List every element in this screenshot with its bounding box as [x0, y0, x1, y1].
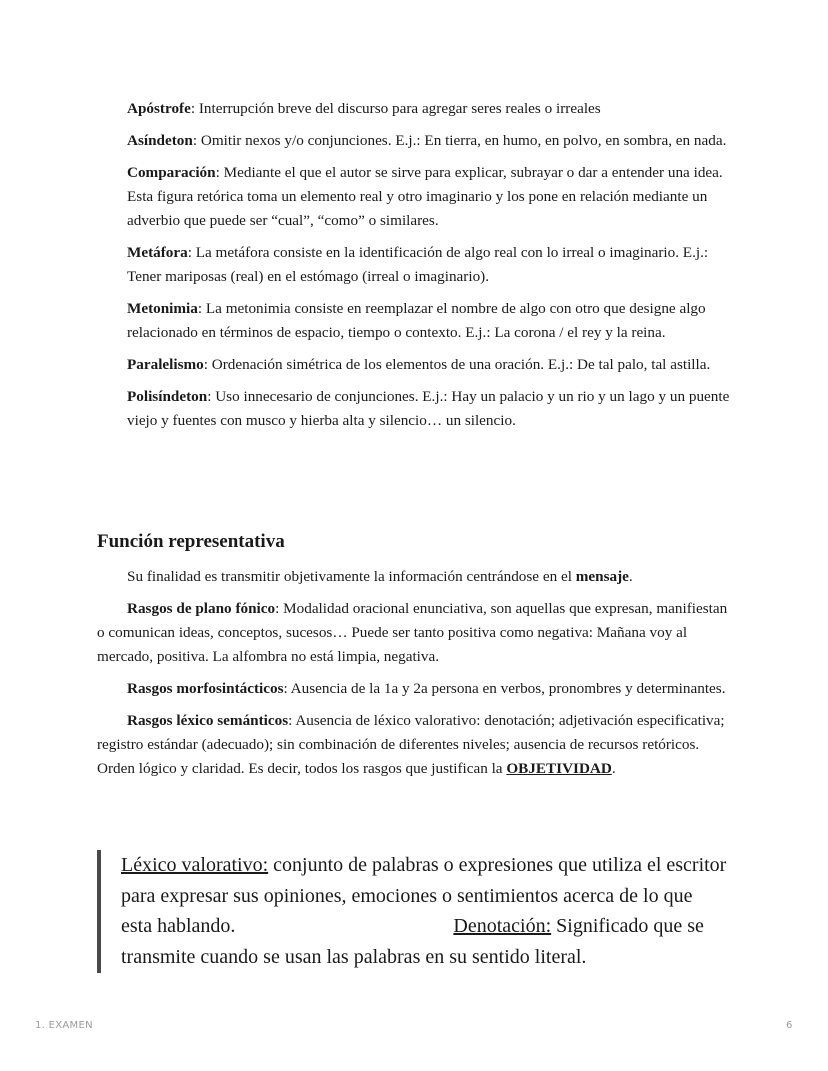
- rasgo-term: Rasgos morfosintácticos: [127, 680, 284, 697]
- denotacion-term: Denotación:: [453, 915, 552, 937]
- figure-term: Metáfora: [127, 244, 188, 261]
- blockquote-text: [121, 850, 727, 972]
- objetividad-keyword: OBJETIVIDAD: [506, 760, 612, 777]
- rasgo-text: : Modalidad oracional enunciativa, son aquellas que expresan, manifiestan o comunican ideas, conceptos, sucesos… Puede ser tanto positiva como negativa: Mañana voy al mercado, positiva. La alfombra no está limpia, negativa.: [97, 600, 728, 665]
- figure-term: Polisíndeton: [127, 388, 208, 405]
- figure-text: : Mediante el que el autor se sirve para explicar, subrayar o dar a entender una idea. Esta figura retórica toma un elemento real y otro imaginario y los pone en relación mediante un adverbio que puede ser “cual”, “como” o similares.: [127, 164, 723, 229]
- section-intro: [97, 565, 737, 589]
- figure-text: : Interrupción breve del discurso para agregar seres reales o irreales: [190, 100, 601, 117]
- figure-text: : Omitir nexos y/o conjunciones. E.j.: En tierra, en humo, en polvo, en sombra, en nada.: [192, 132, 727, 149]
- denotacion-text: Significado que se transmite cuando se usan las palabras en su sentido literal.: [121, 915, 704, 968]
- rasgo-paragraph: [97, 709, 737, 781]
- figure-text: : Uso innecesario de conjunciones. E.j.: Hay un palacio y un rio y un lago y un puente viejo y fuentes con musco y hierba alta y silencio… un silencio.: [127, 388, 730, 429]
- footer-section-label: 1. EXAMEN: [35, 1020, 93, 1031]
- figure-text: : Ordenación simétrica de los elementos de una oración. E.j.: De tal palo, tal astilla.: [203, 356, 711, 373]
- figure-definition: [127, 161, 737, 233]
- figure-definition: [127, 97, 737, 121]
- intro-end: .: [628, 568, 633, 585]
- figure-definition: [127, 385, 737, 433]
- figure-definition: [127, 241, 737, 289]
- intro-text: Su finalidad es transmitir objetivamente la información centrándose en el: [127, 568, 576, 585]
- page-number: 6: [786, 1020, 793, 1031]
- figure-term: Comparación: [127, 164, 216, 181]
- definitions-blockquote: [97, 850, 727, 973]
- figure-term: Paralelismo: [127, 356, 204, 373]
- rasgo-paragraph: [97, 597, 737, 669]
- figure-definition: [127, 129, 737, 153]
- lexico-valorativo-term: Léxico valorativo:: [121, 854, 269, 876]
- rasgo-term: Rasgos de plano fónico: [127, 600, 276, 617]
- figure-definition: [127, 353, 737, 377]
- section-body: [97, 565, 737, 789]
- figure-text: : La metáfora consiste en la identificación de algo real con lo irreal o imaginario. E.j.: Tener mariposas (real) en el estómago (irreal o imaginario).: [127, 244, 709, 285]
- rasgo-term: Rasgos léxico semánticos: [127, 712, 289, 729]
- figure-term: Asíndeton: [127, 132, 193, 149]
- figure-definition: [127, 297, 737, 345]
- rasgo-paragraph: [97, 677, 737, 701]
- objetividad-end: .: [611, 760, 616, 777]
- rasgo-text: : Ausencia de la 1a y 2a persona en verbos, pronombres y determinantes.: [283, 680, 726, 697]
- figure-text: : La metonimia consiste en reemplazar el nombre de algo con otro que designe algo relacionado en términos de espacio, tiempo o contexto. E.j.: La corona / el rey y la reina.: [127, 300, 706, 341]
- rasgo-text: : Ausencia de léxico valorativo: denotación; adjetivación especificativa; registro estándar (adecuado); sin combinación de diferentes niveles; ausencia de recursos retóricos. Orden lógico y claridad. Es decir, todos los rasgos que justifican la: [97, 712, 725, 777]
- intro-bold: mensaje: [575, 568, 629, 585]
- section-title: Función representativa: [97, 531, 285, 552]
- lexico-valorativo-text: conjunto de palabras o expresiones que utiliza el escritor para expresar sus opiniones, emociones o sentimientos acerca de lo que esta hablando.: [121, 854, 727, 937]
- figures-list: [127, 97, 737, 441]
- figure-term: Apóstrofe: [127, 100, 191, 117]
- figure-term: Metonimia: [127, 300, 198, 317]
